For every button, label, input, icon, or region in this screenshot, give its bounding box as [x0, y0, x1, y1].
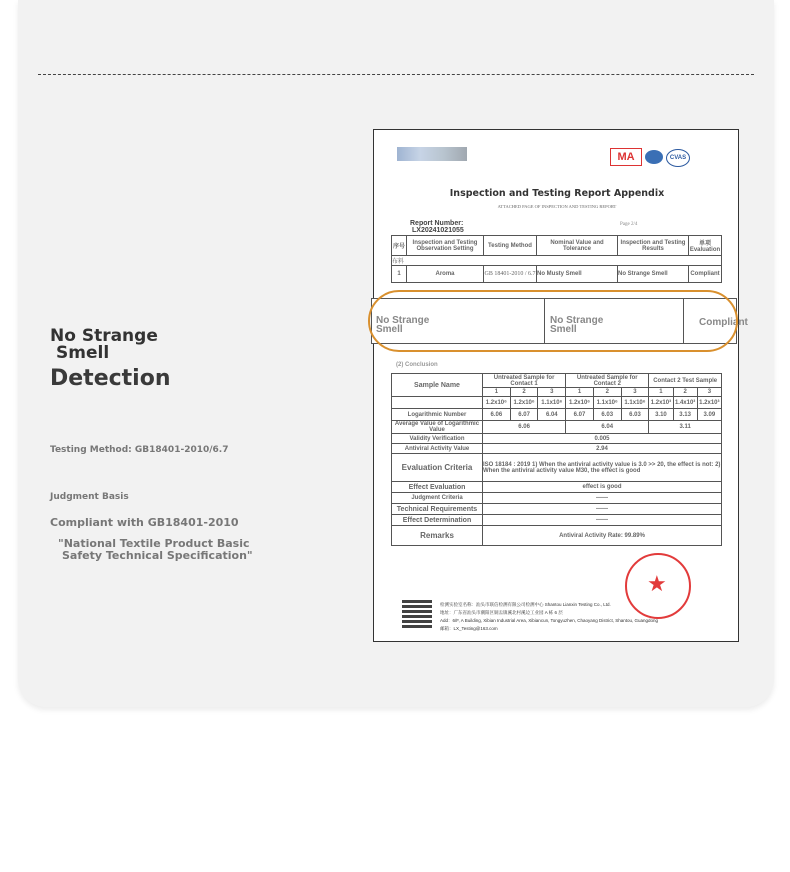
- heading-line-1: No Strange: [50, 326, 158, 346]
- standard-line-2: Safety Technical Specification": [62, 549, 253, 562]
- value-cell: 3.09: [697, 409, 721, 421]
- magnified-cell-3: Compliant: [699, 317, 748, 328]
- dash-cell: ——: [483, 504, 722, 515]
- row-cell: Aroma: [407, 266, 484, 283]
- num-cell: 3: [538, 388, 566, 397]
- value-cell: 1.1x10⁶: [621, 397, 649, 409]
- avg-label: Average Value of Logarithmic Value: [392, 421, 483, 434]
- value-cell: 1.2x10³: [697, 397, 721, 409]
- report-number-label: Report Number:: [410, 220, 464, 227]
- footer-line: 邮箱：LX_Testing@163.com: [440, 626, 498, 631]
- num-cell: 2: [673, 388, 697, 397]
- log-label: Logarithmic Number: [392, 409, 483, 421]
- eval-text: ISO 18184 : 2019 1) When the antiviral activity value is 3.0 >> 20, the effect is not: 2) When the antiviral activity value M30, the effect is good: [483, 454, 722, 482]
- row-cell: No Musty Smell: [537, 266, 618, 283]
- footer-line: 检测实验室名称：汕头市联信检测有限公司检测中心 Shantou Lianxin Testing Co., Ltd.: [440, 602, 611, 607]
- value-cell: 1.1x10⁶: [593, 397, 621, 409]
- value-cell: 3.10: [649, 409, 673, 421]
- qr-code-icon: [402, 598, 432, 628]
- standard-name: [58, 538, 253, 562]
- star-icon: ★: [647, 571, 667, 596]
- header-cell: 序号: [392, 236, 407, 256]
- judgment-basis-label: Judgment Basis: [50, 492, 129, 502]
- row-category: 布料: [392, 256, 722, 266]
- num-cell: 1: [483, 388, 511, 397]
- header-cell: Inspection and Testing Results: [618, 236, 689, 256]
- row-cell: No Strange Smell: [618, 266, 689, 283]
- dash-cell: ——: [483, 515, 722, 526]
- value-cell: 1.4x10³: [673, 397, 697, 409]
- effect-value: effect is good: [483, 482, 722, 493]
- group-header: Contact 2 Test Sample: [649, 374, 722, 388]
- value-cell: 1.2x10⁶: [483, 397, 511, 409]
- value-cell: 3.13: [673, 409, 697, 421]
- conclusion-table: [391, 373, 722, 546]
- row-cell: 1: [392, 266, 407, 283]
- avg-cell: 3.11: [649, 421, 722, 434]
- results-table: [391, 235, 722, 283]
- activity-label: Antiviral Activity Value: [392, 444, 483, 454]
- report-number: LX20241021055: [412, 227, 464, 234]
- value-cell: 6.04: [538, 409, 566, 421]
- value-cell: 6.07: [510, 409, 538, 421]
- heading-detection: Detection: [50, 366, 171, 391]
- num-cell: 2: [510, 388, 538, 397]
- activity-value: 2.94: [483, 444, 722, 454]
- value-cell: 1.2x10³: [649, 397, 673, 409]
- header-cell: Nominal Value and Tolerance: [537, 236, 618, 256]
- group-header: Untreated Sample for Contact 1: [483, 374, 566, 388]
- highlight-oval: [368, 290, 748, 352]
- blurred-logo: [397, 147, 467, 161]
- blurred-label: [392, 397, 483, 409]
- standard-line-1: "National Textile Product Basic: [58, 537, 250, 550]
- tech-req: Technical Requirements: [392, 504, 483, 515]
- avg-cell: 6.04: [566, 421, 649, 434]
- ma-logo: MA: [610, 148, 642, 166]
- num-cell: 1: [649, 388, 673, 397]
- footer-line: Add：6/F, A Building, Xibian Industrial Area, Xibiancun, Tongyuzhen, Chaoyang District, Shantou, Guangdong: [440, 618, 659, 623]
- magnified-cell-1: No Strange Smell: [376, 315, 430, 335]
- value-cell: 1.1x10⁶: [538, 397, 566, 409]
- value-cell: 1.2x10⁶: [510, 397, 538, 409]
- dashed-divider: [38, 74, 754, 75]
- num-cell: 1: [566, 388, 594, 397]
- header-cell: Inspection and Testing Observation Setting: [407, 236, 484, 256]
- page-number: Page 2/4: [620, 222, 638, 227]
- effect-label: Effect Evaluation: [392, 482, 483, 493]
- ilac-logo: [645, 150, 663, 164]
- testing-method: Testing Method: GB18401-2010/6.7: [50, 445, 229, 455]
- cvas-logo: CVAS: [666, 149, 690, 167]
- conclusion-label: (2) Conclusion: [396, 362, 438, 368]
- header-cell: Testing Method: [484, 236, 537, 256]
- value-cell: 6.03: [621, 409, 649, 421]
- num-cell: 2: [593, 388, 621, 397]
- remarks-value: Antiviral Activity Rate: 99.89%: [483, 526, 722, 546]
- value-cell: 6.03: [593, 409, 621, 421]
- dash-cell: ——: [483, 493, 722, 504]
- heading-line-2: Smell: [56, 343, 110, 363]
- value-cell: 1.2x10⁶: [566, 397, 594, 409]
- value-cell: 6.07: [566, 409, 594, 421]
- footer-line: 地址：广东省汕头市潮阳区铜盂镇溪北村溪边工业园 A 栋 6 层: [440, 610, 563, 615]
- num-cell: 3: [697, 388, 721, 397]
- effect-det: Effect Determination: [392, 515, 483, 526]
- report-subtitle: ATTACHED PAGE OF INSPECTION AND TESTING REPORT: [497, 204, 617, 209]
- judgment-criteria: Judgment Criteria: [392, 493, 483, 504]
- sample-name: Sample Name: [392, 374, 483, 397]
- validity-label: Validity Verification: [392, 434, 483, 444]
- magnified-cell-2: No Strange Smell: [550, 315, 604, 335]
- group-header: Untreated Sample for Contact 2: [566, 374, 649, 388]
- value-cell: 6.06: [483, 409, 511, 421]
- validity-value: 0.005: [483, 434, 722, 444]
- eval-label: Evaluation Criteria: [392, 454, 483, 482]
- compliant-with: Compliant with GB18401-2010: [50, 516, 239, 529]
- report-footer: [440, 601, 720, 633]
- header-cell: 单项 Evaluation: [689, 236, 722, 256]
- row-cell: GB 18401-2010 / 6.7: [484, 266, 537, 283]
- report-title: Inspection and Testing Report Appendix: [449, 188, 665, 199]
- remarks-label: Remarks: [392, 526, 483, 546]
- row-cell: Compliant: [689, 266, 722, 283]
- avg-cell: 6.06: [483, 421, 566, 434]
- num-cell: 3: [621, 388, 649, 397]
